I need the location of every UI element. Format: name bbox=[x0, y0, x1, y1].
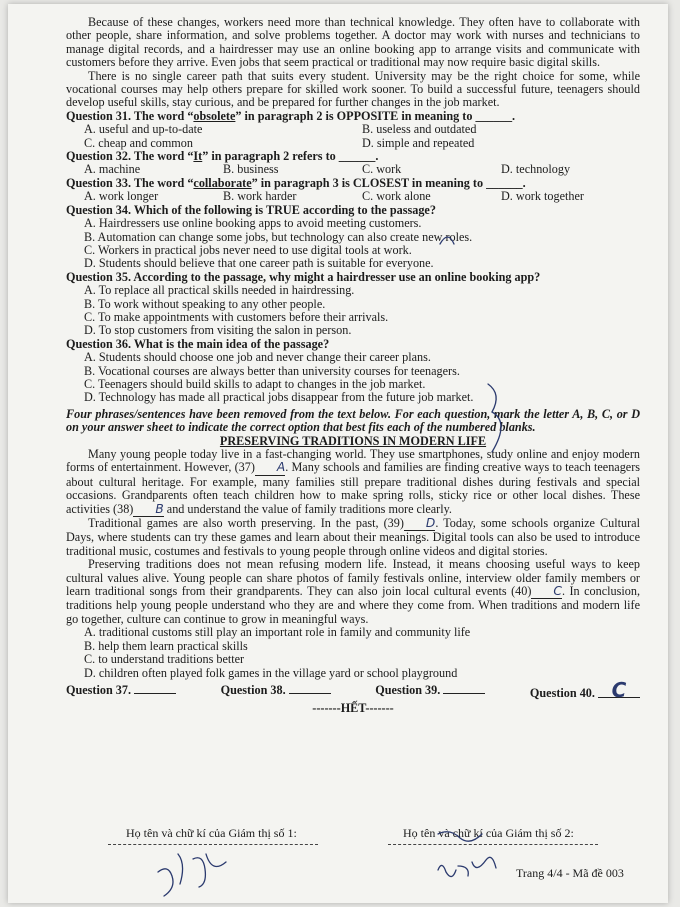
exam-page bbox=[8, 4, 668, 903]
answer-40-blank: C bbox=[598, 684, 640, 698]
answer-37 bbox=[66, 684, 176, 700]
answer-option: B. Automation can change some jobs, but technology can also create new roles. bbox=[84, 229, 473, 244]
answer-option: A. work longer bbox=[84, 189, 159, 204]
option-row bbox=[84, 123, 640, 136]
passage-paragraph-3 bbox=[66, 558, 640, 626]
answer-option: A. Students should choose one job and never change their career plans. bbox=[84, 350, 431, 365]
passage-p2-part-b: . Today, some schools organize Cultural Days, where students can try these games and learn about their meanings. Digital tools can also be used to introduce traditional music, costumes and festivals to young people through online videos and digital stories. bbox=[66, 516, 640, 558]
blank-37: A bbox=[255, 461, 285, 475]
answer-option: D. work together bbox=[501, 189, 584, 204]
answer-option: C. cheap and common bbox=[84, 135, 193, 150]
proctor-2-label: Họ tên và chữ kí của Giám thị số 2: bbox=[403, 826, 574, 840]
answer-option: A. useful and up-to-date bbox=[84, 122, 203, 137]
answer-option: A. To replace all practical skills needed in hairdressing. bbox=[84, 283, 355, 298]
passage-p1-part-a: Many young people today live in a fast-changing world. They use smartphones, study online and enjoy modern forms of entertainment. However, (37) bbox=[66, 447, 640, 475]
question-stem bbox=[66, 338, 640, 351]
fill-option-a: A. traditional customs still play an important role in family and community life bbox=[84, 625, 471, 640]
answer-option: B. business bbox=[223, 162, 279, 177]
question-stem-text: Question 35. According to the passage, why might a hairdresser use an online booking app? bbox=[66, 269, 541, 284]
answer-line bbox=[66, 677, 640, 702]
option-row bbox=[84, 163, 640, 176]
option-row bbox=[84, 190, 640, 203]
passage-paragraph-2 bbox=[66, 517, 640, 558]
cloze-instruction: Four phrases/sentences have been removed from the text below. For each question, mark the letter A, B, C, or D on your answer sheet to indicate the correct option that best fits each of the numbered blanks. bbox=[66, 406, 640, 435]
question-stem-text: ” in paragraph 2 is OPPOSITE in meaning to ______. bbox=[235, 108, 516, 123]
answer-option: D. Students should believe that one career path is suitable for everyone. bbox=[84, 256, 434, 271]
answer-37-blank bbox=[134, 693, 176, 694]
question-stem bbox=[66, 271, 640, 284]
answer-39-blank bbox=[443, 693, 485, 694]
question-stem-text: Question 33. The word “ bbox=[66, 175, 194, 190]
page-info: Trang 4/4 - Mã đề 003 bbox=[516, 866, 624, 880]
fill-option-d: D. children often played folk games in the village yard or school playground bbox=[84, 665, 458, 680]
answer-option: B. work harder bbox=[223, 189, 297, 204]
question-keyword: It bbox=[193, 149, 203, 164]
question-stem-text: Question 31. The word “ bbox=[66, 108, 194, 123]
answer-38-label: Question 38. bbox=[220, 682, 286, 697]
blank-40: C bbox=[531, 585, 562, 599]
answer-40 bbox=[529, 677, 640, 702]
blank-38: B bbox=[133, 503, 163, 517]
proctor-1-label: Họ tên và chữ kí của Giám thị số 1: bbox=[126, 826, 297, 840]
question-keyword: collaborate bbox=[193, 175, 252, 190]
end-mark: -------HẾT------- bbox=[312, 701, 394, 716]
question-stem bbox=[66, 150, 640, 163]
passage-p3-part-b: . In conclusion, traditions help young people understand who they are and where they come from. When traditions and modern life go together, culture can continue to grow in meaningful ways. bbox=[66, 584, 640, 626]
question-stem-text: ” in paragraph 3 is CLOSEST in meaning to ______. bbox=[251, 175, 526, 190]
proctor-2-signature-line bbox=[388, 830, 598, 845]
answer-option: B. useless and outdated bbox=[362, 122, 477, 137]
passage-title-text: PRESERVING TRADITIONS IN MODERN LIFE bbox=[219, 433, 487, 448]
fill-option-c: C. to understand traditions better bbox=[84, 652, 245, 667]
end-mark-text: HẾT bbox=[340, 701, 366, 716]
answer-38-blank bbox=[289, 693, 331, 694]
question-stem bbox=[66, 177, 640, 190]
question-stem-text: ” in paragraph 2 refers to ______. bbox=[202, 149, 379, 164]
answer-37-label: Question 37. bbox=[66, 682, 132, 697]
answer-option: D. technology bbox=[501, 162, 571, 177]
answer-option: A. Hairdressers use online booking apps to avoid meeting customers. bbox=[84, 216, 422, 231]
question-stem-text: Question 34. Which of the following is TRUE according to the passage? bbox=[66, 202, 436, 217]
passage-p3-part-a: Preserving traditions does not mean refusing modern life. Instead, it means choosing useful ways to keep cultural values alive. Young people can share photos of family festivals online, interview older family members or learn traditional songs from their grandparents. They can also join local cultural events (40) bbox=[66, 557, 640, 599]
answer-option: C. To make appointments with customers before their arrivals. bbox=[84, 309, 389, 324]
question-keyword: obsolete bbox=[193, 108, 236, 123]
answer-40-label: Question 40. bbox=[529, 685, 595, 700]
answer-option: C. work bbox=[362, 162, 402, 177]
answer-option: B. Vocational courses are always better than university courses for teenagers. bbox=[84, 363, 460, 378]
fill-option-b: B. help them learn practical skills bbox=[84, 638, 248, 653]
page-content bbox=[66, 16, 640, 716]
proctor-1-signature-line bbox=[108, 830, 318, 845]
answer-option: D. To stop customers from visiting the salon in person. bbox=[84, 323, 352, 338]
blank-39: D bbox=[404, 517, 435, 531]
question-stem-text: Question 32. The word “ bbox=[66, 149, 194, 164]
answer-38 bbox=[221, 684, 331, 700]
passage-title bbox=[66, 435, 640, 448]
answer-option: C. Teenagers should build skills to adapt to changes in the job market. bbox=[84, 376, 426, 391]
answer-option: A. machine bbox=[84, 162, 141, 177]
question-stem bbox=[66, 204, 640, 217]
passage-paragraph-1 bbox=[66, 448, 640, 517]
answer-option: C. Workers in practical jobs never need to use digital tools at work. bbox=[84, 242, 412, 257]
passage-p1-part-b: . Many schools and families are finding creative ways to teach teenagers about cultural heritage. For example, many families still prepare traditional dishes during festivals and special occasions. Grandparents often teach children how to make spring rolls, sticky rice or other local dishes. These activities (38) bbox=[66, 460, 640, 516]
signature-2 bbox=[438, 857, 496, 876]
question-stem-text: Question 36. What is the main idea of the passage? bbox=[66, 336, 330, 351]
answer-option: C. work alone bbox=[362, 189, 431, 204]
passage-p1-part-c: and understand the value of family traditions more clearly. bbox=[163, 501, 452, 516]
signature-1 bbox=[158, 854, 226, 896]
answer-option: D. Technology has made all practical jobs disappear from the future job market. bbox=[84, 390, 474, 405]
answer-option: B. To work without speaking to any other people. bbox=[84, 296, 326, 311]
question-stem bbox=[66, 110, 640, 123]
question-list bbox=[66, 110, 640, 405]
passage-p2-part-a: Traditional games are also worth preserving. In the past, (39) bbox=[88, 516, 404, 531]
intro-paragraph-1: Because of these changes, workers need more than technical knowledge. They often have to collaborate with other people, share information, and solve problems together. A doctor may work with nurses and technicians to manage digital records, and a hairdresser may use an online booking app to arrange visits and communicate with customers before they arrive. Even jobs that seem practical or traditional may now require basic digital skills. bbox=[66, 15, 640, 70]
answer-39-label: Question 39. bbox=[375, 682, 441, 697]
answer-39 bbox=[375, 684, 485, 700]
answer-option: D. simple and repeated bbox=[362, 135, 475, 150]
option-row bbox=[84, 137, 640, 150]
intro-paragraph-2: There is no single career path that suits every student. University may be the right choice for some, while vocational courses may help others prepare for skilled work sooner. To build a successful future, teenagers should develop useful skills, stay curious, and be prepared for further changes in the job market. bbox=[66, 68, 640, 110]
